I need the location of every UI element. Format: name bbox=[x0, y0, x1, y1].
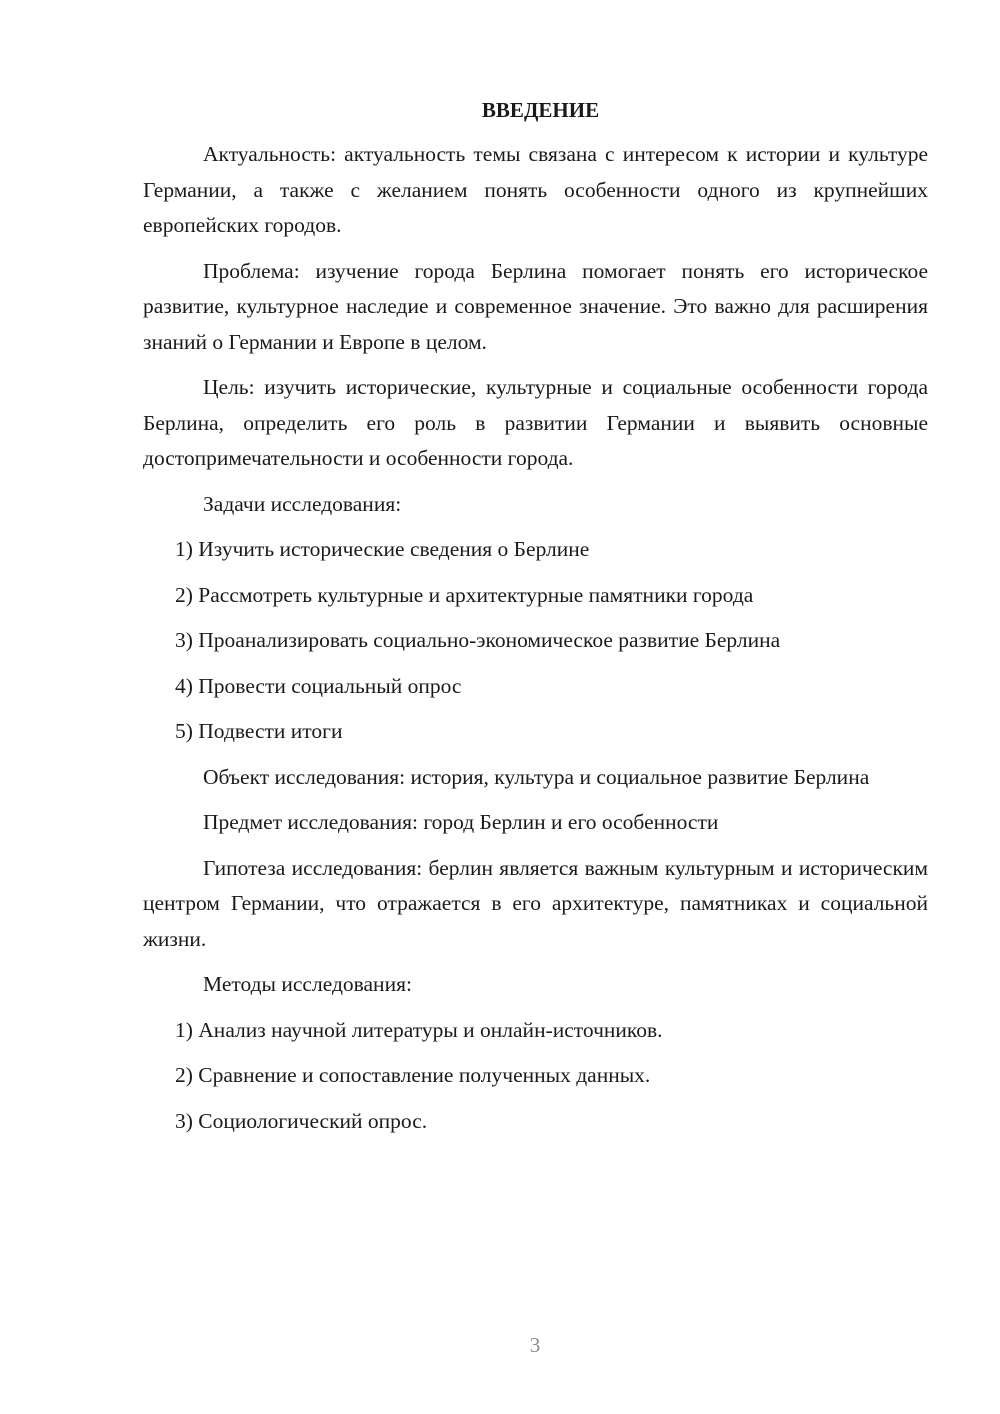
problem-paragraph: Проблема: изучение города Берлина помогает понять его историческое развитие, культурное наследие и современное значение. Это важно для расширения знаний о Германии и Европе в целом. bbox=[143, 258, 928, 354]
task-item: 5) Подвести итоги bbox=[175, 719, 343, 743]
task-item: 3) Проанализировать социально-экономическое развитие Берлина bbox=[175, 628, 781, 652]
object-paragraph: Объект исследования: история, культура и социальное развитие Берлина bbox=[203, 764, 870, 789]
method-item: 3) Социологический опрос. bbox=[175, 1108, 428, 1133]
document-body bbox=[143, 95, 928, 1149]
page-title: ВВЕДЕНИЕ bbox=[481, 98, 600, 122]
goal-paragraph: Цель: изучить исторические, культурные и социальные особенности города Берлина, определить его роль в развитии Германии и выявить основные достопримечательности и особенности города. bbox=[143, 375, 928, 470]
page-number: 3 bbox=[529, 1333, 541, 1357]
hypothesis-paragraph: Гипотеза исследования: берлин является важным культурным и историческим центром Германии, что отражается в его архитектуре, памятниках и социальной жизни. bbox=[143, 855, 928, 951]
task-item: 4) Провести социальный опрос bbox=[175, 673, 462, 698]
task-item: 1) Изучить исторические сведения о Берлине bbox=[175, 537, 590, 561]
method-item: 2) Сравнение и сопоставление полученных данных. bbox=[175, 1063, 651, 1087]
subject-paragraph: Предмет исследования: город Берлин и его особенности bbox=[203, 810, 719, 834]
task-item: 2) Рассмотреть культурные и архитектурные памятники города bbox=[175, 582, 754, 607]
methods-heading: Методы исследования: bbox=[203, 972, 412, 996]
relevance-paragraph: Актуальность: актуальность темы связана с интересом к истории и культуре Германии, а также с желанием понять особенности одного из крупнейших европейских городов. bbox=[143, 142, 928, 237]
method-item: 1) Анализ научной литературы и онлайн-источников. bbox=[175, 1017, 663, 1042]
tasks-heading: Задачи исследования: bbox=[203, 491, 402, 516]
